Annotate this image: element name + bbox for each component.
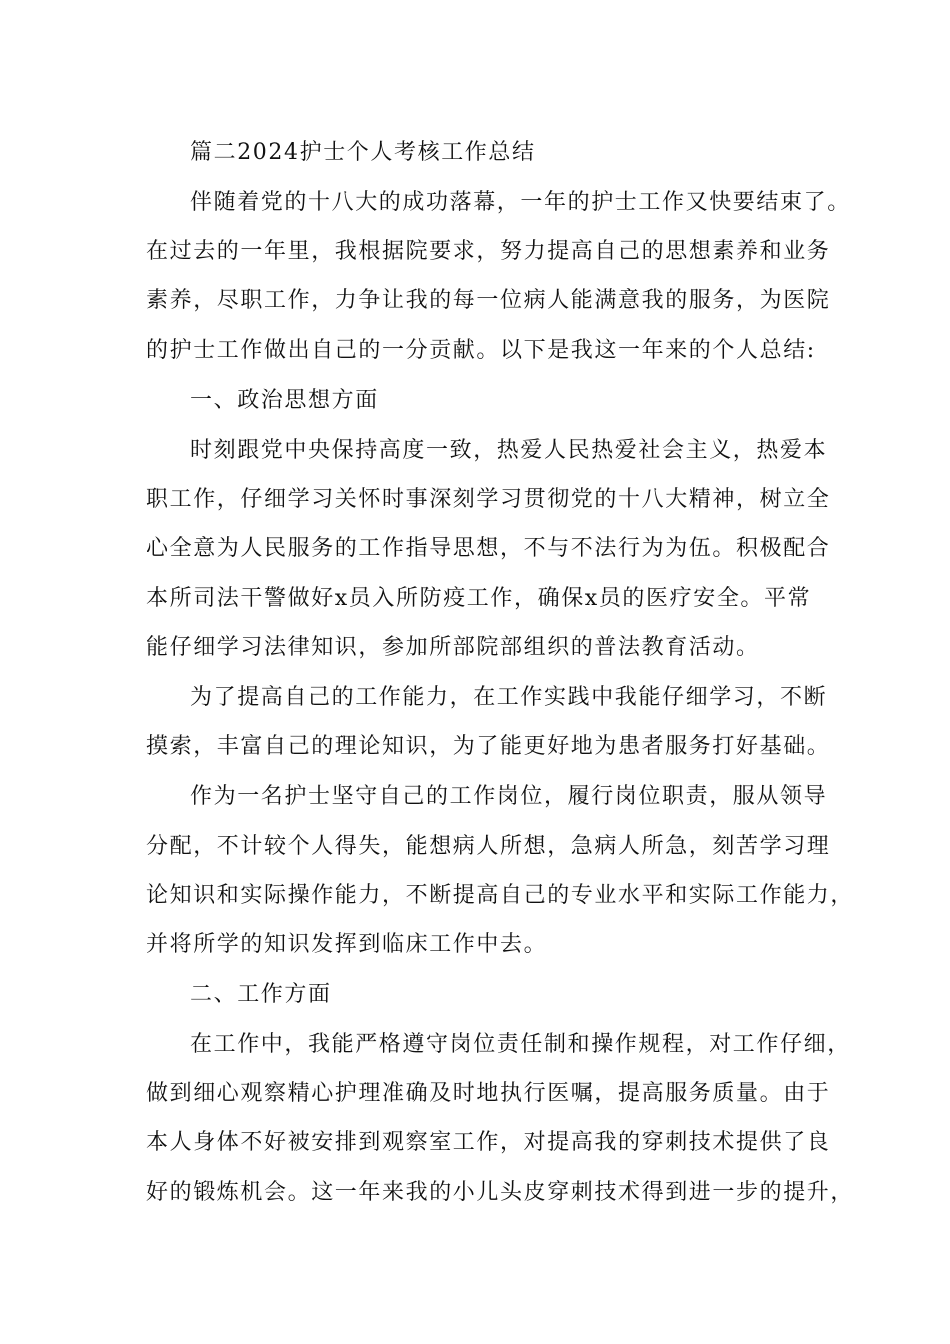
section-heading-work: 二、工作方面: [190, 982, 332, 1007]
paragraph-line: 为了提高自己的工作能力，在工作实践中我能仔细学习，不断: [190, 685, 828, 710]
intro-line: 伴随着党的十八大的成功落幕，一年的护士工作又快要结束了。: [190, 190, 851, 215]
paragraph-line: 职工作，仔细学习关怀时事深刻学习贯彻党的十八大精神，树立全: [146, 487, 831, 512]
paragraph-line: 分配，不计较个人得失，能想病人所想，急病人所急，刻苦学习理: [146, 834, 831, 859]
paragraph-line: 在工作中，我能严格遵守岗位责任制和操作规程，对工作仔细，: [190, 1032, 851, 1057]
paragraph-line: 心全意为人民服务的工作指导思想，不与不法行为为伍。积极配合: [146, 536, 831, 561]
intro-line: 在过去的一年里，我根据院要求，努力提高自己的思想素养和业务: [146, 239, 831, 264]
paragraph-line: 好的锻炼机会。这一年来我的小儿头皮穿刺技术得到进一步的提升，: [146, 1180, 855, 1205]
document-title: 篇二2024护士个人考核工作总结: [190, 140, 536, 165]
intro-line: 素养，尽职工作，力争让我的每一位病人能满意我的服务，为医院: [146, 288, 831, 313]
section-heading-politics: 一、政治思想方面: [190, 388, 379, 413]
paragraph-line: 论知识和实际操作能力，不断提高自己的专业水平和实际工作能力，: [146, 883, 855, 908]
paragraph-line: 能仔细学习法律知识，参加所部院部组织的普法教育活动。: [146, 635, 760, 660]
paragraph-line: 并将所学的知识发挥到临床工作中去。: [146, 932, 548, 957]
paragraph-line: 摸索，丰富自己的理论知识，为了能更好地为患者服务打好基础。: [146, 734, 831, 759]
paragraph-line: 做到细心观察精心护理准确及时地执行医嘱，提高服务质量。由于: [146, 1081, 831, 1106]
paragraph-line: 本所司法干警做好x员入所防疫工作，确保x员的医疗安全。平常: [146, 586, 812, 611]
paragraph-line: 时刻跟党中央保持高度一致，热爱人民热爱社会主义，热爱本: [190, 438, 828, 463]
intro-line: 的护士工作做出自己的一分贡献。以下是我这一年来的个人总结:: [146, 338, 816, 363]
paragraph-line: 本人身体不好被安排到观察室工作，对提高我的穿刺技术提供了良: [146, 1130, 831, 1155]
paragraph-line: 作为一名护士坚守自己的工作岗位，履行岗位职责，服从领导: [190, 784, 828, 809]
